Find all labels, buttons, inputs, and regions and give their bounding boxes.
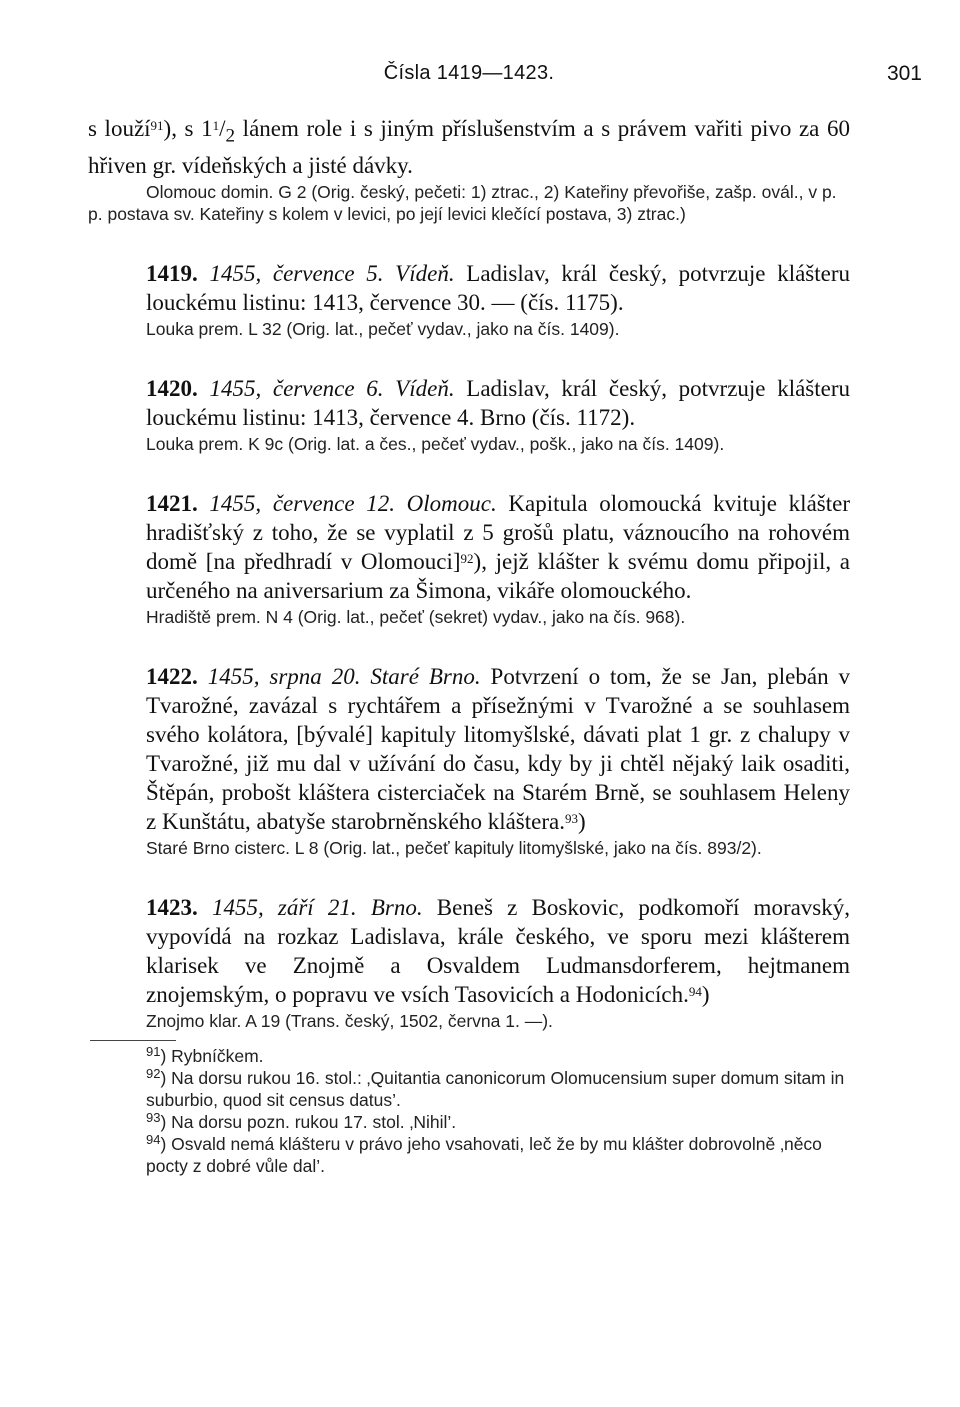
footnote (88, 1067, 850, 1111)
entry-number: 1423. (146, 894, 198, 920)
footnote (88, 1133, 850, 1177)
intro-text-start: s louží (88, 116, 151, 141)
entry-source-text: Staré Brno cisterc. L 8 (Orig. lat., pečeť kapituly litomyšlské, jako na čís. 893/2). (146, 837, 762, 858)
document-entry (88, 259, 850, 340)
footnote-number: 92 (146, 1065, 161, 1081)
footnote-ref: 93 (564, 810, 578, 826)
entry-text (88, 893, 850, 1009)
footnotes (88, 1045, 850, 1177)
intro-source-text: Olomouc domin. G 2 (Orig. český, pečeti: 1) ztrac., 2) Kateřiny převořiše, zašp. ovál., v p. p. postava sv. Kateřiny s kolem v levici, po její levici klečící postava, 3) ztrac.) (88, 181, 837, 224)
footnote-ref: 94 (688, 983, 702, 999)
entry-body: Kapitula olomoucká kvituje klášter hradišťský z toho, že se vyplatil z 5 grošů platu, váznoucího na rohovém domě [na předhradí v Olomouci] (146, 490, 850, 574)
entry-date-place: 1455, září 21. Brno. (211, 894, 423, 920)
entry-body-after: ), jejž klášter k svému domu připojil, a určeného na aniversarium za Šimona, vikáře olomouckého. (146, 548, 850, 603)
entry-text (88, 259, 850, 317)
entry-text (88, 489, 850, 605)
entry-number: 1421. (146, 490, 198, 516)
entry-source-text: Znojmo klar. A 19 (Trans. český, 1502, června 1. —). (146, 1010, 553, 1031)
intro-text-mid: ), s 1 (163, 116, 213, 141)
entry-body: Ladislav, král český, potvrzuje klášteru louckému listinu: 1413, července 30. — (čís. 1175). (146, 260, 851, 315)
fraction-denominator: 2 (225, 125, 236, 147)
entry-body: Potvrzení o tom, že se Jan, plebán v Tvarožné, zavázal s rychtářem a přísežnými v Tvarožné a se souhlasem svého kolátora, [bývalé] kapituly litomyšlské, dávati plat 1 gr. z chalupy v Tvarožné, již mu dal v užívání do času, kdy by ji chtěl nějaký laik osaditi, Štěpán, probošt kláštera cisterciaček na Starém Brně, se souhlasem Heleny z Kunštátu, abatyše starobrněnského kláštera. (146, 663, 851, 834)
entry-number: 1420. (146, 375, 198, 401)
footnote (88, 1111, 850, 1133)
entry-source-text: Louka prem. K 9c (Orig. lat. a čes., pečeť vydav., pošk., jako na čís. 1409). (146, 433, 725, 454)
entries-list (88, 259, 850, 1032)
footnote-text: ) Na dorsu pozn. rukou 17. stol. ‚Nihil’. (160, 1111, 457, 1132)
entry-body-after: ) (701, 981, 710, 1007)
entry-source (88, 318, 850, 340)
entry-source-text: Hradiště prem. N 4 (Orig. lat., pečeť (sekret) vydav., jako na čís. 968). (146, 606, 686, 627)
intro-text: s louží$^{91}$), s $1^1/_2$ lánem role i s jiným příslušenstvím a s právem vařiti pivo za 60 hřiven gr. vídeňských a jisté dávky. (88, 116, 850, 178)
footnote-text: ) Osvald nemá klášteru v právo jeho vsahovati, leč že by mu klášter dobrovolně ‚něco pocty z dobré vůle dal’. (146, 1133, 822, 1176)
intro-text-rest: lánem role i s jiným příslušenstvím a s právem vařiti pivo za 60 hřiven gr. vídeňských a jisté dávky. (88, 116, 850, 178)
entry-text (88, 662, 850, 836)
entry-date-place: 1455, srpna 20. Staré Brno. (207, 663, 481, 689)
footnote-text: ) Na dorsu rukou 16. stol.: ‚Quitantia canonicorum Olomucensium super domum sitam in suburbio, quod sit census datus’. (146, 1067, 845, 1110)
header-title: Čísla 1419—1423. (383, 62, 555, 84)
entry-text (88, 374, 850, 432)
entry-source (88, 606, 850, 628)
footnote-number: 91 (146, 1043, 161, 1059)
entry-source (88, 837, 850, 859)
entry-number: 1422. (146, 663, 198, 689)
entry-date-place: 1455, července 5. Vídeň. (209, 260, 455, 286)
running-header (88, 58, 922, 92)
footnote-text: ) Rybníčkem. (160, 1045, 264, 1066)
entry-date-place: 1455, července 6. Vídeň. (209, 375, 455, 401)
entry-source (88, 433, 850, 455)
entry-body-after: ) (577, 808, 586, 834)
intro-continuation (88, 114, 850, 225)
page-number: 301 (886, 62, 922, 85)
document-entry (88, 662, 850, 859)
entry-date-place: 1455, července 12. Olomouc. (209, 490, 497, 516)
footnote (88, 1045, 850, 1067)
document-entry (88, 374, 850, 455)
footnote-ref: 92 (460, 550, 474, 566)
entry-body: Ladislav, král český, potvrzuje klášteru louckému listinu: 1413, července 4. Brno (čís. 1172). (146, 375, 851, 430)
entry-body: Beneš z Boskovic, podkomoří moravský, vypovídá na rozkaz Ladislava, krále českého, ve sporu mezi klášterem klarisek ve Znojmě a Osvaldem Ludmansdorferem, hejtmanem znojemským, o popravu ve vsích Tasovicích a Hodonicích. (146, 894, 851, 1007)
document-entry (88, 893, 850, 1032)
intro-source (88, 181, 850, 225)
fraction-numerator: 1 (212, 118, 220, 133)
entry-source-text: Louka prem. L 32 (Orig. lat., pečeť vydav., jako na čís. 1409). (146, 318, 620, 339)
entry-number: 1419. (146, 260, 198, 286)
document-entry (88, 489, 850, 628)
footnote-rule (90, 1040, 176, 1041)
footnote-number: 94 (146, 1131, 161, 1147)
entry-source (88, 1010, 850, 1032)
footnote-ref: 91 (150, 118, 164, 133)
footnote-number: 93 (146, 1109, 161, 1125)
